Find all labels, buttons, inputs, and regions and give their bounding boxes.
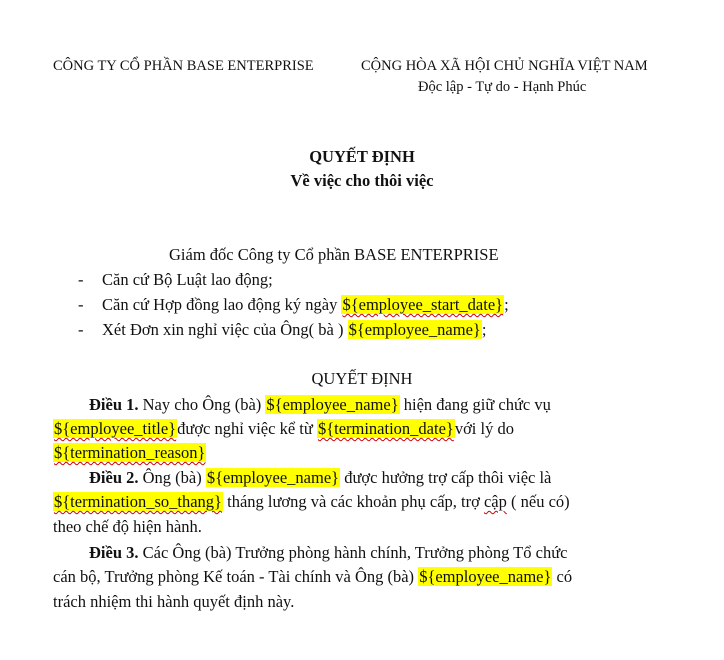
field-employee-name: ${employee_name}: [348, 320, 481, 339]
field-employee-name: ${employee_name}: [419, 567, 552, 586]
basis-item: [78, 270, 273, 290]
document-title: QUYẾT ĐỊNH: [309, 147, 415, 166]
article-1-label: Điều 1.: [89, 395, 139, 414]
article-text: ( nếu có): [506, 492, 570, 511]
article-3-line-2: [53, 567, 572, 587]
issuer-line: Giám đốc Công ty Cổ phần BASE ENTERPRISE: [169, 245, 499, 264]
article-2-label: Điều 2.: [89, 468, 139, 487]
article-text: được nghỉ việc kể từ: [177, 419, 317, 438]
company-name: CÔNG TY CỔ PHẦN BASE ENTERPRISE: [53, 58, 314, 74]
basis-text: Căn cứ Hợp đồng lao động ký ngày: [102, 295, 342, 314]
article-text: Ông (bà): [138, 468, 206, 487]
list-dash: -: [78, 295, 84, 314]
document-subtitle: Về việc cho thôi việc: [290, 171, 434, 190]
article-3-line-3: trách nhiệm thi hành quyết định này.: [53, 592, 295, 611]
article-text: hiện đang giữ chức vụ: [399, 395, 551, 414]
article-1-line-1: [89, 395, 551, 415]
article-text: Các Ông (bà) Trưởng phòng hành chính, Trưởng phòng Tổ chức: [138, 543, 568, 562]
article-text: tháng lương và các khoản phụ cấp, trợ: [222, 492, 484, 511]
field-employee-name: ${employee_name}: [206, 468, 340, 487]
basis-item: [78, 295, 509, 315]
field-employee-title: ${employee_title}: [54, 419, 177, 438]
article-text: cán bộ, Trưởng phòng Kế toán - Tài chính và Ông (bà): [53, 567, 419, 586]
list-dash: -: [78, 270, 84, 289]
field-termination-date: ${termination_date}: [317, 419, 454, 438]
decision-heading: QUYẾT ĐỊNH: [311, 369, 413, 388]
basis-tail: ;: [504, 295, 509, 314]
basis-text: Xét Đơn xin nghỉ việc của Ông( bà ): [102, 320, 348, 339]
national-motto: Độc lập - Tự do - Hạnh Phúc: [418, 79, 587, 95]
article-2-line-2: [53, 492, 570, 512]
article-1-line-2: [53, 419, 514, 439]
article-3-line-1: [89, 543, 567, 563]
article-text: với lý do: [454, 419, 514, 438]
article-3-label: Điều 3.: [89, 543, 139, 562]
list-dash: -: [78, 320, 84, 339]
basis-tail: ;: [481, 320, 487, 339]
article-text: có: [552, 567, 573, 586]
article-text: Nay cho Ông (bà): [138, 395, 266, 414]
field-termination-reason: ${termination_reason}: [54, 443, 206, 462]
basis-text: Căn cứ Bộ Luật lao động;: [102, 270, 273, 289]
article-1-line-3: [53, 443, 206, 463]
article-text-flagged: cập: [483, 492, 507, 511]
article-2-line-3: theo chế độ hiện hành.: [53, 517, 202, 536]
field-employee-name: ${employee_name}: [266, 395, 399, 414]
basis-item: [78, 320, 486, 340]
article-2-line-1: [89, 468, 551, 488]
article-text: được hưởng trợ cấp thôi việc là: [340, 468, 552, 487]
field-termination-so-thang: ${termination_so_thang}: [54, 492, 222, 511]
republic-name: CỘNG HÒA XÃ HỘI CHỦ NGHĨA VIỆT NAM: [361, 58, 648, 74]
field-employee-start-date: ${employee_start_date}: [342, 295, 504, 314]
